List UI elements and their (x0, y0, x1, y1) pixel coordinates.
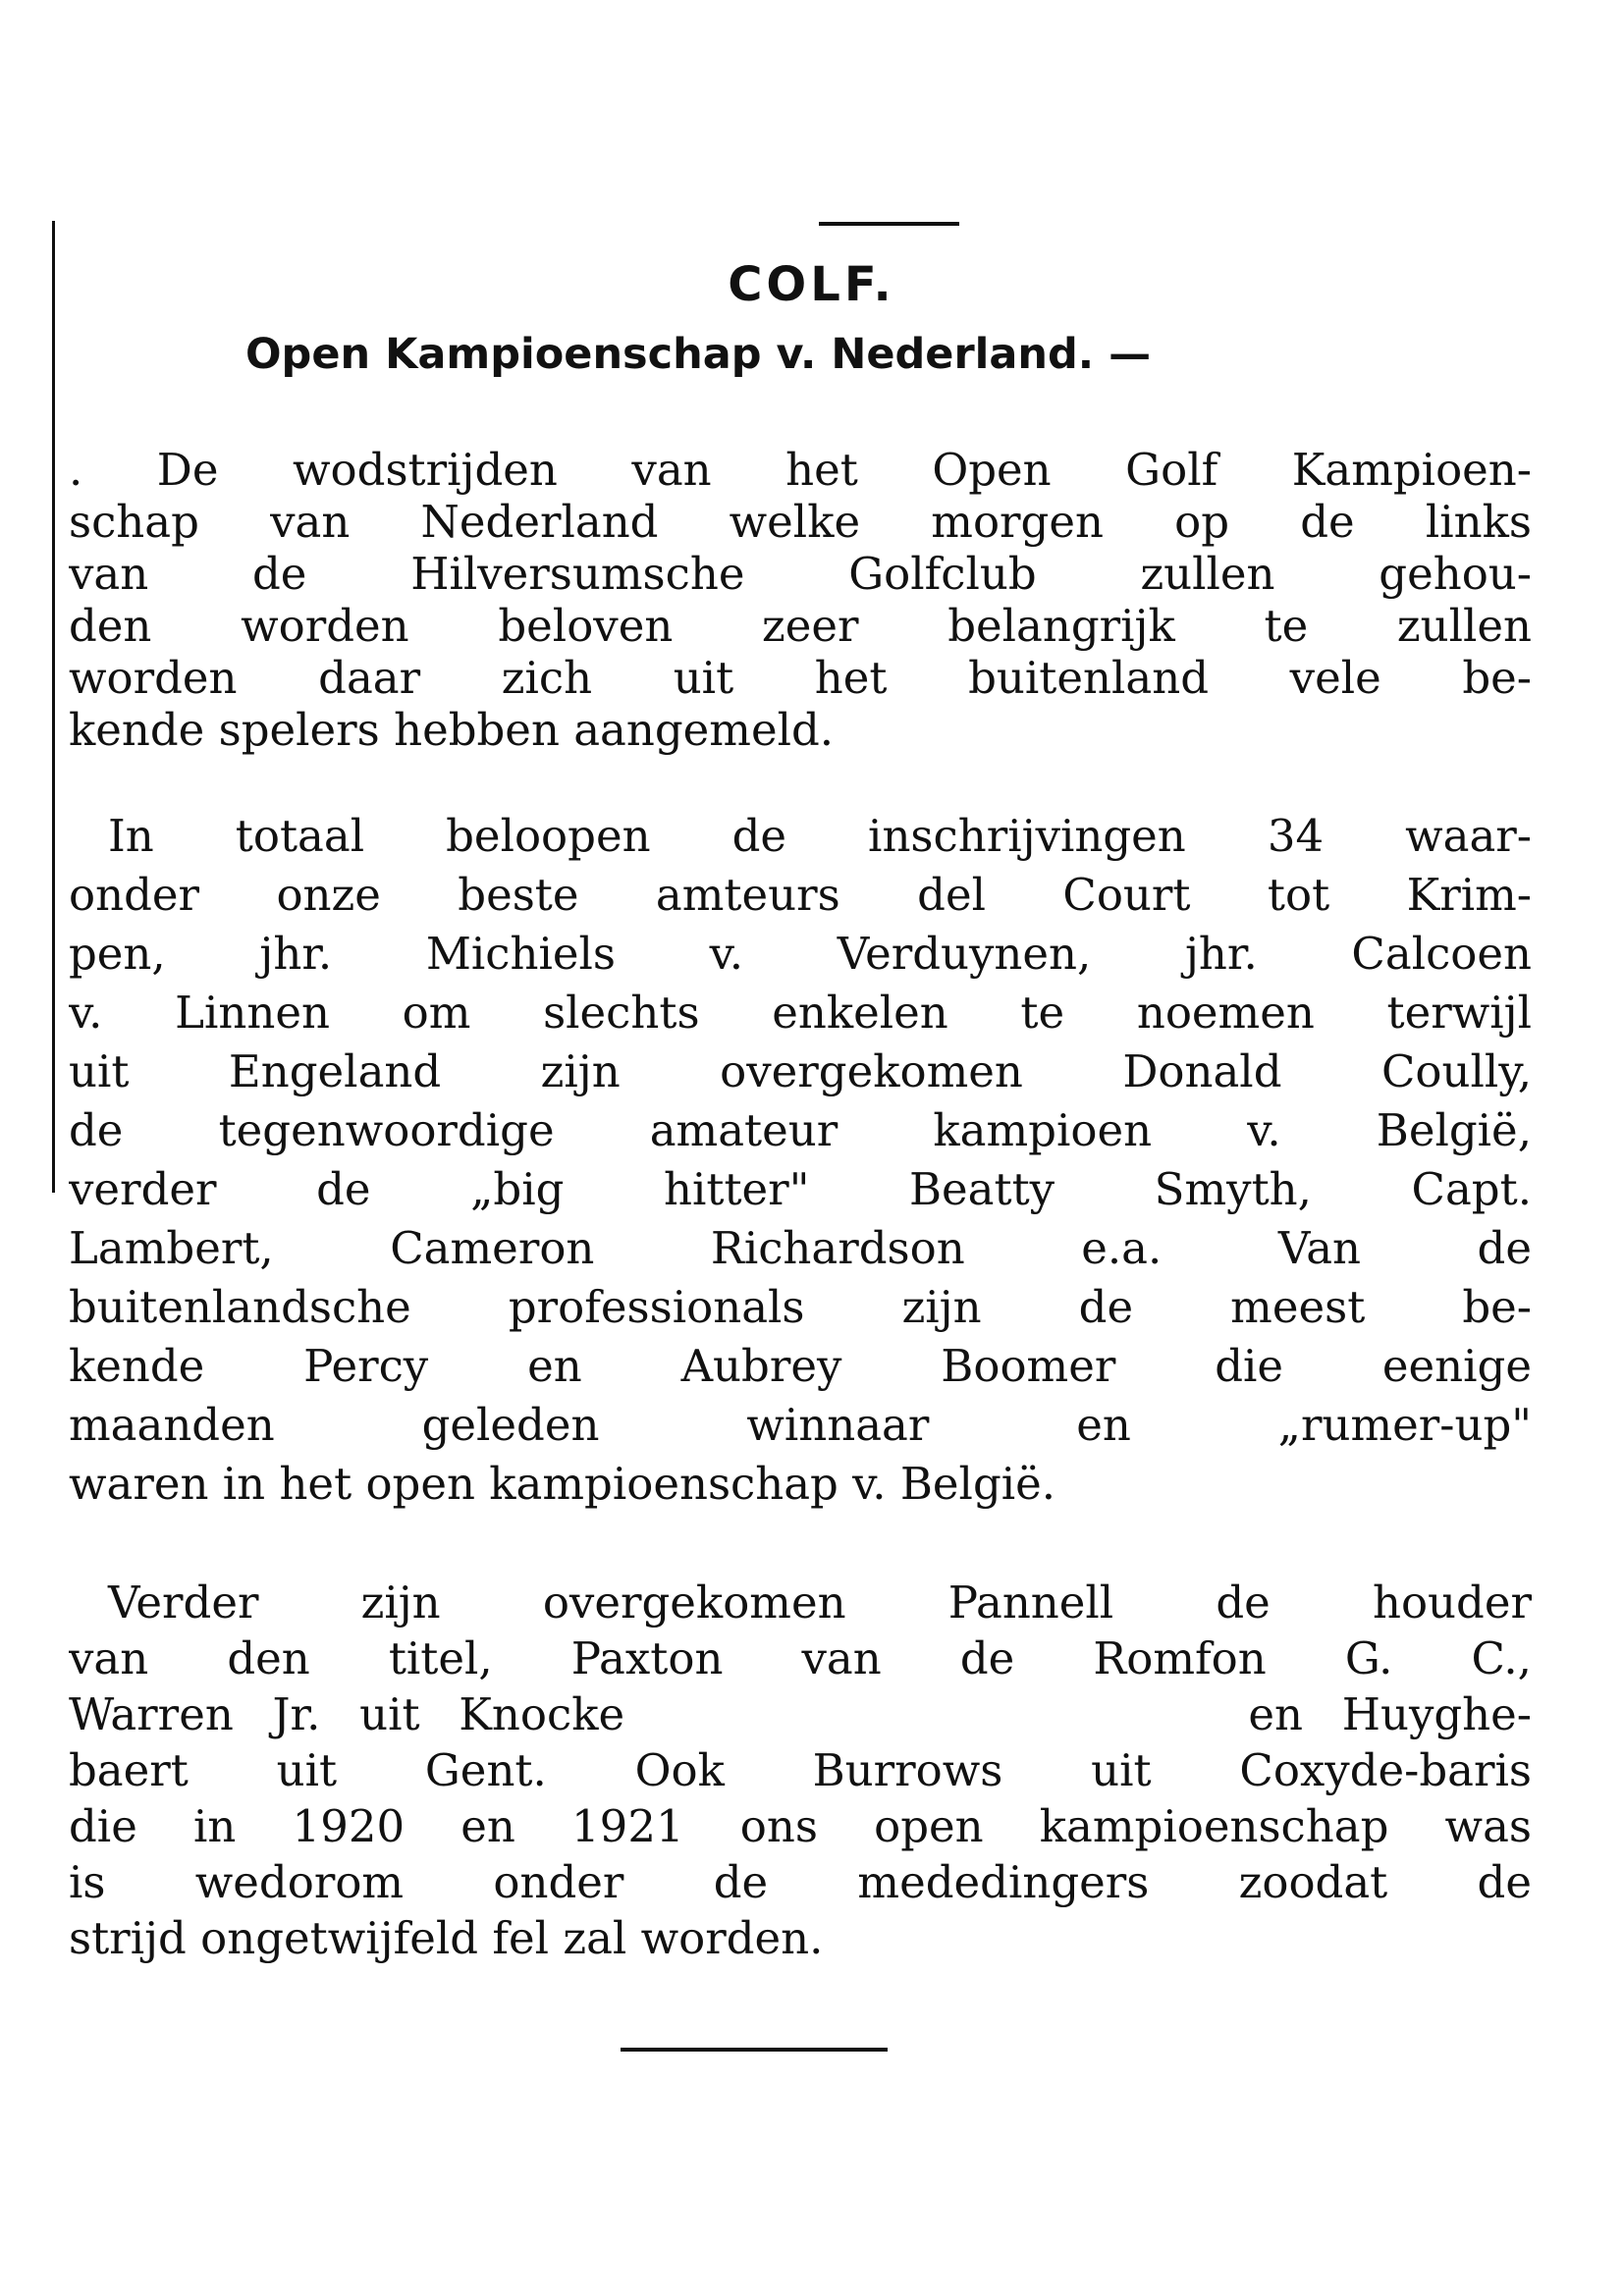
text-line: Verder zijn overgekomen Pannell de houder (108, 1576, 1532, 1629)
text-line: schap van Nederland welke morgen op de links (69, 496, 1532, 548)
text-line: onder onze beste amteurs del Court tot Krim- (69, 869, 1532, 921)
bottom-separator-rule (621, 2048, 888, 2052)
text-line: uit Engeland zijn overgekomen Donald Coully, (69, 1045, 1532, 1097)
text-line: Warren Jr. uit Knocke en Huyghe- (69, 1688, 1532, 1740)
text-line: den worden beloven zeer belangrijk te zullen (69, 600, 1532, 652)
text-line: In totaal beloopen de inschrijvingen 34 waar- (108, 810, 1532, 862)
text-line: . De wodstrijden van het Open Golf Kampioen- (69, 444, 1532, 496)
left-column-rule (52, 221, 55, 1193)
paragraph-2 (69, 807, 1532, 1514)
headline: Open Kampioenschap v. Nederland. — (245, 330, 1152, 379)
text-line: Lambert, Cameron Richardson e.a. Van de (69, 1222, 1532, 1274)
text-line: waren in het open kampioenschap v. België. (69, 1458, 1056, 1510)
text-line: van de Hilversumsche Golfclub zullen gehou- (69, 548, 1532, 600)
text-line: de tegenwoordige amateur kampioen v. België, (69, 1104, 1532, 1156)
text-line: pen, jhr. Michiels v. Verduynen, jhr. Calcoen (69, 928, 1532, 980)
paragraph-1 (69, 444, 1532, 756)
text-line: worden daar zich uit het buitenland vele be- (69, 652, 1532, 704)
text-line: van den titel, Paxton van de Romfon G. C., (69, 1632, 1532, 1684)
text-line: strijd ongetwijfeld fel zal worden. (69, 1912, 824, 1964)
top-separator-rule (819, 222, 959, 226)
text-line: verder de „big hitter" Beatty Smyth, Capt. (69, 1163, 1532, 1215)
section-title: COLF. (728, 257, 895, 312)
text-line: kende spelers hebben aangemeld. (69, 704, 835, 756)
text-line: die in 1920 en 1921 ons open kampioenschap was (69, 1800, 1532, 1852)
text-line: v. Linnen om slechts enkelen te noemen terwijl (69, 987, 1532, 1039)
text-line: maanden geleden winnaar en „rumer-up" (69, 1399, 1532, 1451)
text-line: baert uit Gent. Ook Burrows uit Coxyde-baris (69, 1744, 1532, 1796)
text-line: buitenlandsche professionals zijn de meest be- (69, 1281, 1532, 1333)
paragraph-3 (69, 1575, 1532, 1966)
text-line: is wedorom onder de mededingers zoodat de (69, 1856, 1532, 1908)
text-line: kende Percy en Aubrey Boomer die eenige (69, 1340, 1532, 1392)
